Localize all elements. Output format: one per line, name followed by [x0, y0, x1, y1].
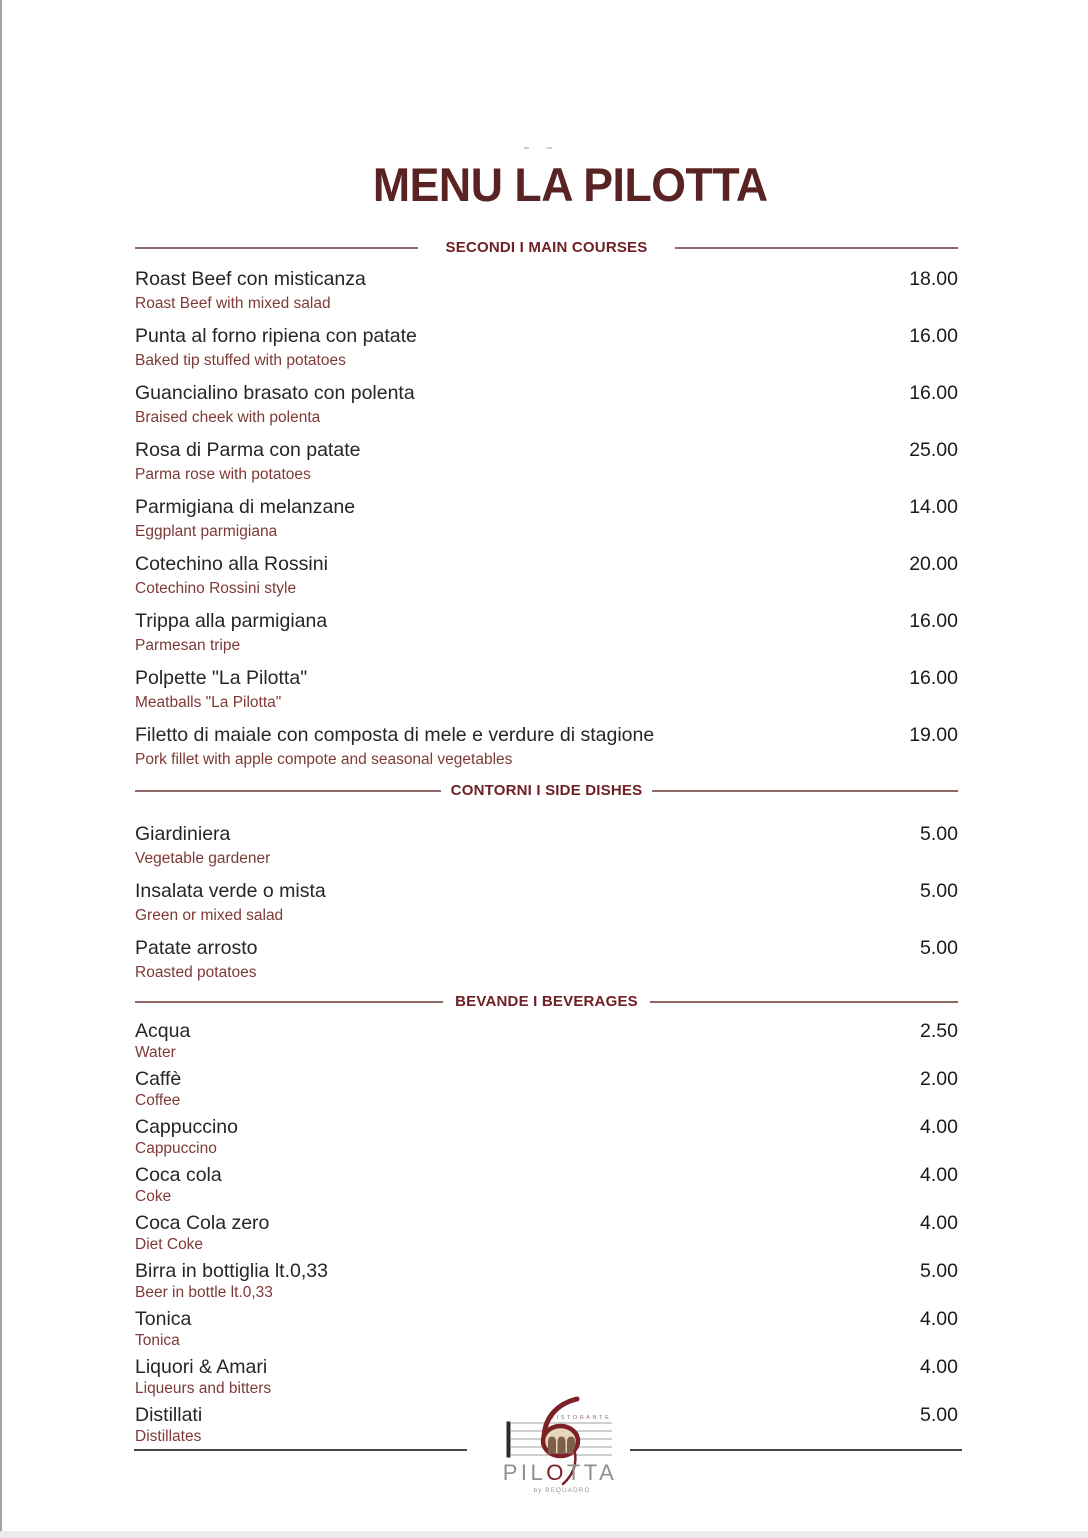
- item-name: Parmigiana di melanzane: [135, 496, 356, 518]
- menu-item: [135, 496, 958, 541]
- page-title: MENU LA PILOTTA: [372, 158, 768, 211]
- header-rule-right: [650, 1001, 958, 1003]
- menu-item-row: [135, 439, 958, 462]
- menu-content: [135, 0, 958, 1452]
- header-rule-left: [135, 247, 418, 249]
- menu-item-row: [135, 1260, 958, 1283]
- menu-item: [135, 1260, 958, 1302]
- menu-item: [135, 1308, 958, 1350]
- menu-item-row: [135, 1020, 958, 1043]
- item-price: 4.00: [920, 1308, 958, 1330]
- item-translation: Parmesan tripe: [135, 637, 241, 654]
- item-translation: Roast Beef with mixed salad: [135, 295, 331, 312]
- logo-brand: [503, 1460, 618, 1485]
- menu-item-row: [135, 553, 958, 576]
- item-name: Punta al forno ripiena con patate: [135, 325, 417, 347]
- menu-item-row: [135, 937, 958, 960]
- section-title: CONTORNI I SIDE DISHES: [450, 782, 643, 799]
- menu-item: [135, 1356, 958, 1398]
- item-price: 16.00: [909, 325, 958, 347]
- menu-item: [135, 667, 958, 712]
- section-title: BEVANDE I BEVERAGES: [455, 993, 638, 1010]
- menu-sections: [135, 240, 958, 1446]
- menu-item: [135, 724, 958, 769]
- item-price: 16.00: [909, 667, 958, 689]
- item-translation: Baked tip stuffed with potatoes: [135, 352, 346, 369]
- menu-item: [135, 1116, 958, 1158]
- item-translation: Coffee: [135, 1092, 181, 1109]
- menu-item: [135, 382, 958, 427]
- item-name: Trippa alla parmigiana: [135, 610, 328, 632]
- item-name: Caffè: [135, 1068, 182, 1090]
- menu-item: [135, 610, 958, 655]
- menu-item-row: [135, 1356, 958, 1379]
- item-translation: Cotechino Rossini style: [135, 580, 297, 597]
- logo-brand-pre: PIL: [502, 1460, 547, 1485]
- item-price: 25.00: [909, 439, 958, 461]
- item-name: Cappuccino: [135, 1116, 238, 1138]
- menu-item-row: [135, 325, 958, 348]
- page-left-edge: [0, 0, 2, 1531]
- menu-section: [135, 994, 958, 1446]
- item-translation: Eggplant parmigiana: [135, 523, 278, 540]
- item-price: 14.00: [909, 496, 958, 518]
- item-translation: Roasted potatoes: [135, 964, 257, 981]
- menu-item: [135, 325, 958, 370]
- menu-item: [135, 880, 958, 925]
- menu-section: [135, 783, 958, 982]
- item-translation: Braised cheek with polenta: [135, 409, 321, 426]
- section-header: [135, 994, 958, 1010]
- header-rule-left: [135, 1001, 443, 1003]
- menu-item: [135, 268, 958, 313]
- footer-rule-left: [134, 1449, 467, 1451]
- menu-item-row: [135, 1308, 958, 1331]
- item-translation: Liqueurs and bitters: [135, 1380, 272, 1397]
- item-price: 19.00: [909, 724, 958, 746]
- item-name: Birra in bottiglia lt.0,33: [135, 1260, 328, 1282]
- logo-brand-o: O: [546, 1460, 567, 1485]
- item-price: 4.00: [920, 1116, 958, 1138]
- item-translation: Vegetable gardener: [135, 850, 271, 867]
- item-name: Coca Cola zero: [135, 1212, 270, 1234]
- menu-item-row: [135, 823, 958, 846]
- page-bottom-edge: [0, 1531, 1088, 1538]
- menu-item-row: [135, 382, 958, 405]
- item-price: 5.00: [920, 937, 958, 959]
- menu-item: [135, 1212, 958, 1254]
- menu-item-row: [135, 496, 958, 519]
- menu-item: [135, 937, 958, 982]
- menu-item-row: [135, 1116, 958, 1139]
- item-name: Patate arrosto: [135, 937, 258, 959]
- item-price: 20.00: [909, 553, 958, 575]
- item-name: Liquori & Amari: [135, 1356, 268, 1378]
- menu-item-row: [135, 1164, 958, 1187]
- section-items: [135, 268, 958, 769]
- item-translation: Water: [135, 1044, 176, 1061]
- menu-item-row: [135, 880, 958, 903]
- arches-icon: [548, 1437, 575, 1455]
- item-translation: Cappuccino: [135, 1140, 217, 1157]
- section-header: [135, 240, 958, 256]
- section-items: [135, 823, 958, 982]
- restaurant-logo: [500, 1396, 620, 1510]
- footer-rule-right: [630, 1449, 962, 1451]
- item-name: Distillati: [135, 1404, 203, 1426]
- item-name: Rosa di Parma con patate: [135, 439, 361, 461]
- menu-item-row: [135, 667, 958, 690]
- item-price: 5.00: [920, 1260, 958, 1282]
- menu-item-row: [135, 610, 958, 633]
- item-price: 18.00: [909, 268, 958, 290]
- item-price: 5.00: [920, 880, 958, 902]
- item-price: 4.00: [920, 1356, 958, 1378]
- menu-item: [135, 823, 958, 868]
- menu-item-row: [135, 724, 958, 747]
- item-translation: Beer in bottle lt.0,33: [135, 1284, 273, 1301]
- section-title: SECONDI I MAIN COURSES: [445, 239, 648, 256]
- section-items: [135, 1020, 958, 1446]
- logo-ristorante-label: RISTORANTE: [550, 1415, 612, 1421]
- item-price: 4.00: [920, 1164, 958, 1186]
- logo-brand-post: TTA: [566, 1460, 618, 1485]
- item-translation: Parma rose with potatoes: [135, 466, 311, 483]
- pilotta-logo-icon: [500, 1396, 620, 1510]
- item-translation: Tonica: [135, 1332, 180, 1349]
- item-price: 5.00: [920, 823, 958, 845]
- item-name: Cotechino alla Rossini: [135, 553, 328, 575]
- item-translation: Coke: [135, 1188, 172, 1205]
- item-name: Insalata verde o mista: [135, 880, 326, 902]
- item-translation: Distillates: [135, 1428, 202, 1445]
- menu-item: [135, 553, 958, 598]
- item-name: Giardiniera: [135, 823, 231, 845]
- item-price: 2.00: [920, 1068, 958, 1090]
- menu-item: [135, 1068, 958, 1110]
- item-translation: Pork fillet with apple compote and seasonal vegetables: [135, 751, 513, 768]
- menu-section: [135, 240, 958, 769]
- header-rule-left: [135, 790, 441, 792]
- item-price: 16.00: [909, 382, 958, 404]
- item-name: Tonica: [135, 1308, 192, 1330]
- item-price: 4.00: [920, 1212, 958, 1234]
- item-name: Filetto di maiale con composta di mele e verdure di stagione: [135, 724, 655, 746]
- item-name: Coca cola: [135, 1164, 222, 1186]
- item-name: Roast Beef con misticanza: [135, 268, 366, 290]
- item-price: 5.00: [920, 1404, 958, 1426]
- logo-byline: by BEQUADRO: [533, 1487, 591, 1494]
- item-translation: Diet Coke: [135, 1236, 204, 1253]
- item-price: 16.00: [909, 610, 958, 632]
- menu-item: [135, 1164, 958, 1206]
- item-price: 2.50: [920, 1020, 958, 1042]
- menu-item: [135, 439, 958, 484]
- header-rule-right: [652, 790, 958, 792]
- item-name: Acqua: [135, 1020, 191, 1042]
- section-header: [135, 783, 958, 799]
- menu-item-row: [135, 1212, 958, 1235]
- item-name: Polpette "La Pilotta": [135, 667, 308, 689]
- header-rule-right: [675, 247, 958, 249]
- item-translation: Meatballs "La Pilotta": [135, 694, 282, 711]
- menu-item: [135, 1020, 958, 1062]
- item-translation: Green or mixed salad: [135, 907, 284, 924]
- item-name: Guancialino brasato con polenta: [135, 382, 415, 404]
- menu-item-row: [135, 268, 958, 291]
- menu-item-row: [135, 1068, 958, 1091]
